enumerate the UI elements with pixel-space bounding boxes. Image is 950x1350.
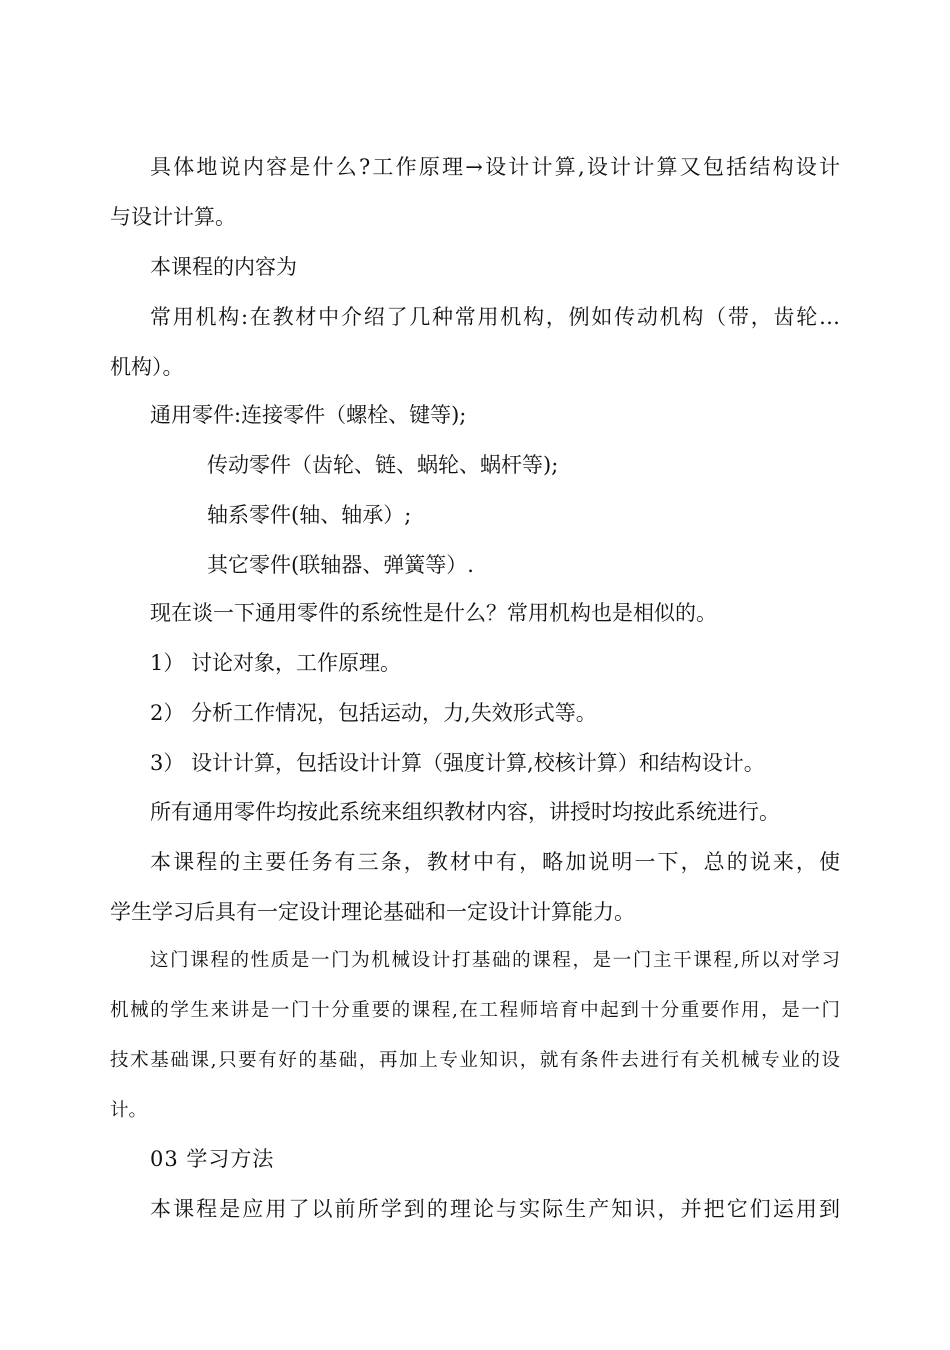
text-line: 轴系零件(轴、轴承）; [207, 503, 412, 527]
text-line: 计。 [110, 1100, 148, 1121]
list-item: 1） 讨论对象，工作原理。 [150, 651, 402, 675]
text-line: 现在谈一下通用零件的系统性是什么？常用机构也是相似的。 [150, 601, 717, 625]
text-line: 所有通用零件均按此系统来组织教材内容，讲授时均按此系统进行。 [150, 800, 780, 824]
section-heading: 03 学习方法 [150, 1147, 275, 1171]
text-line: 这门课程的性质是一门为机械设计打基础的课程，是一门主干课程,所以对学习 [150, 950, 840, 971]
text-line: 本课程是应用了以前所学到的理论与实际生产知识，并把它们运用到 [150, 1197, 840, 1221]
text-line: 机构）。 [110, 355, 184, 379]
list-item: 3） 设计计算，包括设计计算（强度计算,校核计算）和结构设计。 [150, 751, 765, 775]
text-line: 传动零件（齿轮、链、蜗轮、蜗杆等); [207, 453, 559, 477]
text-line: 本课程的主要任务有三条，教材中有，略加说明一下，总的说来，使 [150, 850, 840, 874]
text-line: 学生学习后具有一定设计理论基础和一定设计计算能力。 [110, 900, 635, 924]
text-line: 技术基础课,只要有好的基础，再加上专业知识，就有条件去进行有关机械专业的设 [110, 1050, 840, 1071]
text-line: 本课程的内容为 [150, 255, 297, 279]
text-line: 通用零件:连接零件（螺栓、键等); [150, 403, 467, 427]
text-line: 机械的学生来讲是一门十分重要的课程,在工程师培育中起到十分重要作用，是一门 [110, 1000, 840, 1021]
text-line: 具体地说内容是什么?工作原理→设计计算,设计计算又包括结构设计 [150, 155, 840, 179]
list-item: 2） 分析工作情况，包括运动，力,失效形式等。 [150, 701, 597, 725]
text-line: 其它零件(联轴器、弹簧等）. [207, 553, 474, 577]
text-line: 常用机构:在教材中介绍了几种常用机构，例如传动机构（带，齿轮… [150, 305, 840, 329]
text-line: 与设计计算。 [110, 205, 236, 229]
